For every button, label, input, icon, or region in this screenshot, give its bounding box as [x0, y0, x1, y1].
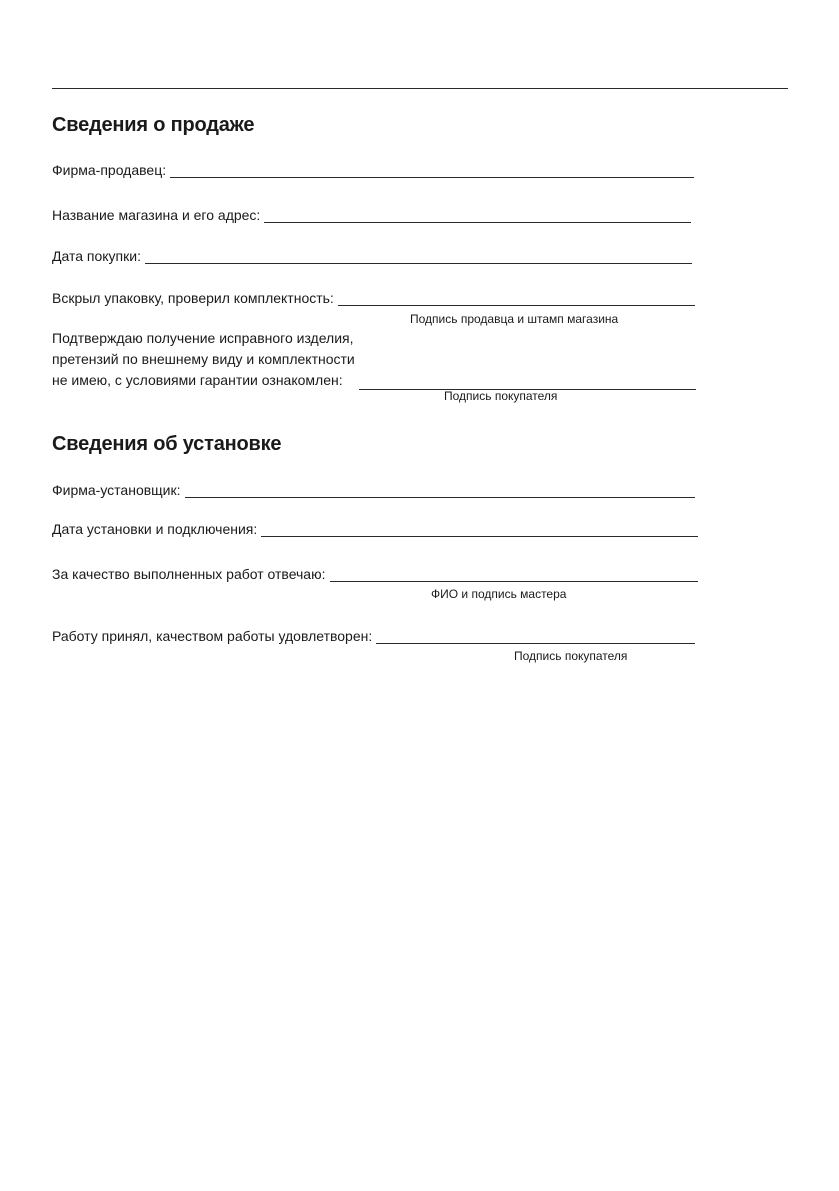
installer-line[interactable]: [185, 483, 695, 498]
purchase-date-field-row: [52, 248, 692, 265]
confirm-label: [52, 328, 359, 391]
installer-label: Фирма-установщик:: [52, 482, 181, 498]
seller-line[interactable]: [170, 163, 694, 178]
accepted-caption: Подпись покупателя: [514, 649, 628, 663]
opened-signature-line[interactable]: [338, 291, 695, 306]
seller-field-row: [52, 162, 694, 179]
purchase-date-line[interactable]: [145, 249, 692, 264]
accepted-label: Работу принял, качеством работы удовлетворен:: [52, 628, 373, 644]
opened-caption: Подпись продавца и штамп магазина: [410, 312, 619, 326]
opened-field-row: [52, 290, 695, 307]
installer-field-row: [52, 482, 695, 499]
quality-signature-line[interactable]: [330, 567, 699, 582]
quality-field-row: [52, 566, 698, 583]
install-date-line[interactable]: [261, 522, 698, 537]
store-line[interactable]: [264, 208, 691, 223]
install-date-label: Дата установки и подключения:: [52, 521, 258, 537]
confirm-label-line-2: претензий по внешнему виду и комплектности: [52, 351, 355, 367]
install-date-field-row: [52, 521, 698, 538]
quality-label: За качество выполненных работ отвечаю:: [52, 566, 326, 582]
store-label: Название магазина и его адрес:: [52, 207, 261, 223]
confirm-label-line-1: Подтверждаю получение исправного изделия,: [52, 330, 354, 346]
installation-section-heading: Сведения об установке: [52, 433, 282, 455]
accepted-signature-line[interactable]: [376, 629, 695, 644]
confirm-signature-line[interactable]: [359, 375, 696, 390]
confirm-label-line-3: не имею, с условиями гарантии ознакомлен:: [52, 372, 343, 388]
store-field-row: [52, 207, 691, 224]
seller-label: Фирма-продавец:: [52, 162, 167, 178]
top-divider: [52, 88, 788, 89]
quality-caption: ФИО и подпись мастера: [431, 587, 567, 601]
confirm-caption: Подпись покупателя: [444, 389, 558, 403]
sale-section-heading: Сведения о продаже: [52, 114, 255, 136]
accepted-field-row: [52, 628, 695, 645]
opened-label: Вскрыл упаковку, проверил комплектность:: [52, 290, 334, 306]
confirm-field-row: [52, 328, 696, 391]
purchase-date-label: Дата покупки:: [52, 248, 141, 264]
